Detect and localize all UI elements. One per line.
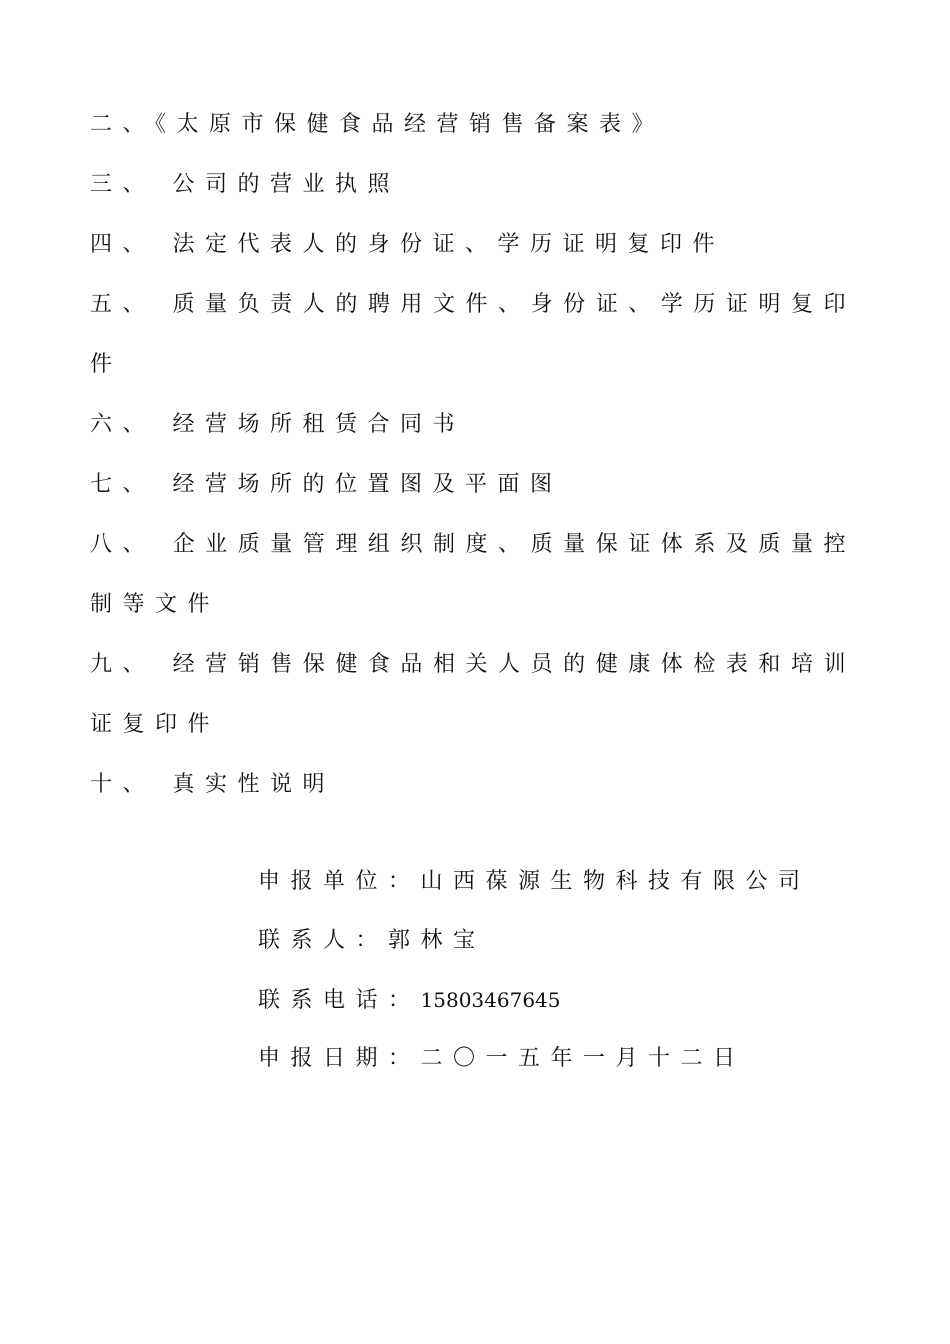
date-label: 申报日期： — [258, 1046, 421, 1071]
contact-value: 郭林宝 — [388, 928, 486, 953]
list-item: 十、 真实性说明 — [90, 772, 335, 797]
date-value: 二〇一五年一月十二日 — [420, 1046, 746, 1071]
applicant-row — [258, 862, 858, 902]
contact-row — [258, 921, 858, 961]
list-item: 二、《太原市保健食品经营销售备案表》 — [90, 112, 665, 137]
applicant-label: 申报单位： — [258, 869, 421, 894]
phone-label: 联系电话： — [258, 988, 421, 1013]
list-item: 八、 企业质量管理组织制度、质量保证体系及质量控制等文件 — [90, 532, 856, 617]
list-item: 五、 质量负责人的聘用文件、身份证、学历证明复印件 — [90, 292, 856, 377]
applicant-info — [258, 862, 858, 1098]
list-item: 三、 公司的营业执照 — [90, 172, 400, 197]
phone-row — [258, 980, 858, 1020]
applicant-value: 山西葆源生物科技有限公司 — [420, 869, 811, 894]
contact-label: 联系人： — [258, 928, 389, 953]
list-item: 九、 经营销售保健食品相关人员的健康体检表和培训证复印件 — [90, 652, 856, 737]
list-item: 四、 法定代表人的身份证、学历证明复印件 — [90, 232, 725, 257]
list-item: 六、 经营场所租赁合同书 — [90, 412, 465, 437]
phone-value: 15803467645 — [420, 988, 561, 1012]
attachment-list — [90, 95, 856, 815]
date-row — [258, 1039, 858, 1079]
list-item: 七、 经营场所的位置图及平面图 — [90, 472, 563, 497]
